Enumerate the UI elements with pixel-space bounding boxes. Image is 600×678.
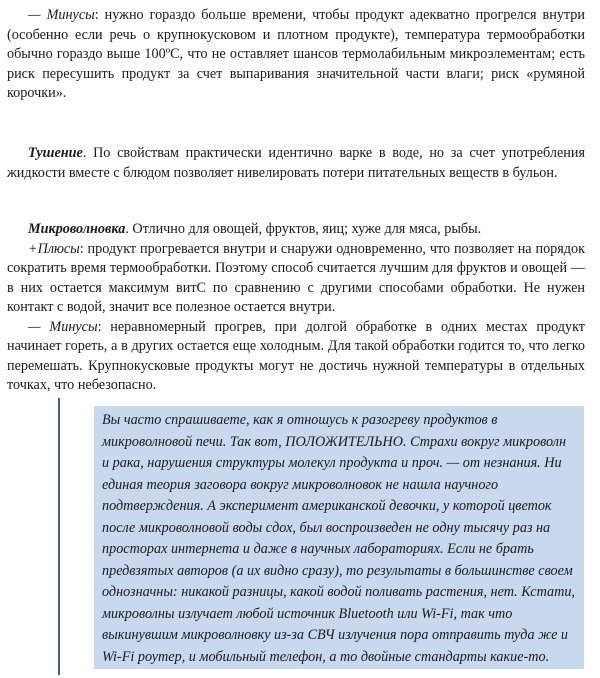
microwave-minuses	[7, 318, 585, 396]
plus-label: +Плюсы	[28, 240, 80, 257]
microwave-heading: Микроволновка	[28, 221, 126, 237]
minus-text: : неравномерный прогрев, при долгой обработке в одних местах продукт начинает гореть, а в других остается еще холодным. Для такой обработки годится то, что легко перемешать. Крупнокусковые продукты могут не достичь нужной температуры в отдельных точках, что небезопасно.	[7, 318, 585, 393]
plus-text: : продукт прогревается внутри и снаружи одновременно, что позволяет на порядок сократить время термообработки. Поэтому способ считается лучшим для фруктов и овощей — в них остается максимум витС по сравнению с другими способами обработки. Не нужен контакт с водой, значит все полезное остается внутри.	[7, 240, 585, 315]
stewing-text: . По свойствам практически идентично варке в воде, но за счет употребления жидкости вместе с блюдом позволяет нивелировать потери питательных веществ в бульон.	[7, 145, 585, 181]
microwave-pluses	[7, 240, 585, 318]
paragraph-stewing	[7, 144, 585, 183]
paragraph-microwave	[7, 220, 585, 396]
microwave-intro: . Отлично для овощей, фруктов, яиц; хуже для мяса, рыбы.	[125, 221, 482, 237]
minus-text: : нужно гораздо больше времени, чтобы продукт адекватно прогрелся внутри (особенно если речь о крупнокусковом и плотном продукте), температура термообработки обычно гораздо выше 100ºС, что не оставляет шансов термолабильным микроэлементам; есть риск пересушить продукт за счет выпаривания значительной части влаги; риск «румяной корочки».	[7, 7, 585, 101]
microwave-intro-line	[7, 220, 585, 240]
paragraph-minuses-boiling	[7, 6, 585, 104]
stewing-heading: Тушение	[28, 145, 83, 161]
quote-left-bar	[58, 398, 60, 675]
quote-text: Вы часто спрашиваете, как я отношусь к разогреву продуктов в микроволновой печи. Так вот, ПОЛОЖИТЕЛЬНО. Страхи вокруг микроволн и рака, нарушения структуры молекул продукта и проч. — от незнания. Ни единая теория заговора вокруг микроволновок не нашла научного подтверждения. А эксперимент американской девочки, у которой цветок после микроволновой воды сдох, был воспроизведен не одну тысячу раз на просторах интернета и даже в научных лабораториях. Если не брать предвзятых авторов (а их видно сразу), то результаты в большинстве своем однозначны: никакой разницы, какой водой поливать растения, нет. Кстати, микроволны излучает любой источник Bluetooth или Wi-Fi, так что выкинувшим микроволновку из-за СВЧ излучения пора отправить туда же и Wi-Fi роутер, и мобильный телефон, а то двойные стандарты какие-то.	[102, 412, 575, 665]
minus-label: — Минусы	[28, 318, 98, 335]
quote-block	[94, 406, 584, 669]
minus-label: — Минусы	[28, 7, 95, 23]
